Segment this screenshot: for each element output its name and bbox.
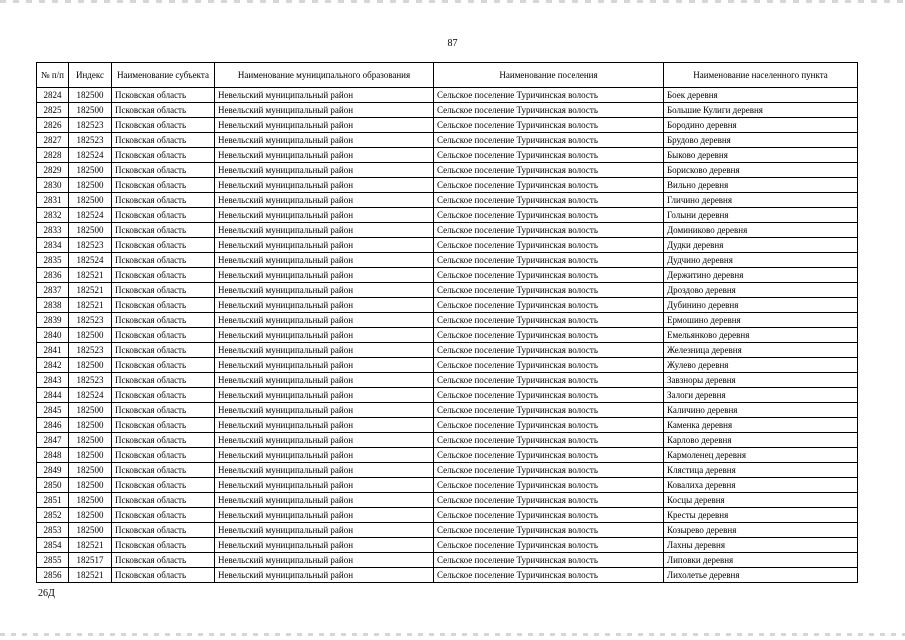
- cell-number: 2837: [37, 283, 69, 298]
- cell-settlement: Сельское поселение Туричинская волость: [434, 88, 664, 103]
- cell-subject: Псковская область: [112, 373, 215, 388]
- cell-subject: Псковская область: [112, 268, 215, 283]
- cell-number: 2832: [37, 208, 69, 223]
- cell-number: 2854: [37, 538, 69, 553]
- cell-municipality: Невельский муниципальный район: [215, 463, 434, 478]
- cell-settlement: Сельское поселение Туричинская волость: [434, 118, 664, 133]
- cell-settlement: Сельское поселение Туричинская волость: [434, 298, 664, 313]
- table-row: [37, 88, 858, 103]
- table-row: [37, 553, 858, 568]
- cell-municipality: Невельский муниципальный район: [215, 493, 434, 508]
- cell-number: 2829: [37, 163, 69, 178]
- table-header-row: [37, 63, 858, 88]
- cell-municipality: Невельский муниципальный район: [215, 178, 434, 193]
- cell-index: 182500: [69, 103, 112, 118]
- cell-subject: Псковская область: [112, 208, 215, 223]
- cell-settlement: Сельское поселение Туричинская волость: [434, 208, 664, 223]
- cell-settlement: Сельское поселение Туричинская волость: [434, 508, 664, 523]
- cell-subject: Псковская область: [112, 448, 215, 463]
- cell-subject: Псковская область: [112, 178, 215, 193]
- table-row: [37, 313, 858, 328]
- table-row: [37, 343, 858, 358]
- cell-locality: Каличино деревня: [664, 403, 858, 418]
- header-settlement: Наименование поселения: [434, 63, 664, 88]
- table-row: [37, 508, 858, 523]
- cell-index: 182523: [69, 238, 112, 253]
- cell-number: 2844: [37, 388, 69, 403]
- cell-index: 182500: [69, 403, 112, 418]
- cell-municipality: Невельский муниципальный район: [215, 568, 434, 583]
- table-row: [37, 478, 858, 493]
- cell-index: 182500: [69, 433, 112, 448]
- cell-settlement: Сельское поселение Туричинская волость: [434, 253, 664, 268]
- cell-subject: Псковская область: [112, 478, 215, 493]
- cell-settlement: Сельское поселение Туричинская волость: [434, 433, 664, 448]
- cell-locality: Кармоленец деревня: [664, 448, 858, 463]
- cell-subject: Псковская область: [112, 88, 215, 103]
- cell-number: 2836: [37, 268, 69, 283]
- cell-index: 182500: [69, 478, 112, 493]
- cell-municipality: Невельский муниципальный район: [215, 478, 434, 493]
- table-row: [37, 448, 858, 463]
- cell-index: 182500: [69, 328, 112, 343]
- cell-locality: Гличино деревня: [664, 193, 858, 208]
- table-row: [37, 163, 858, 178]
- cell-number: 2833: [37, 223, 69, 238]
- cell-number: 2849: [37, 463, 69, 478]
- cell-index: 182523: [69, 313, 112, 328]
- cell-number: 2834: [37, 238, 69, 253]
- cell-municipality: Невельский муниципальный район: [215, 223, 434, 238]
- cell-municipality: Невельский муниципальный район: [215, 163, 434, 178]
- cell-municipality: Невельский муниципальный район: [215, 388, 434, 403]
- cell-number: 2850: [37, 478, 69, 493]
- cell-number: 2845: [37, 403, 69, 418]
- cell-subject: Псковская область: [112, 463, 215, 478]
- table-row: [37, 373, 858, 388]
- cell-municipality: Невельский муниципальный район: [215, 403, 434, 418]
- cell-index: 182521: [69, 298, 112, 313]
- cell-subject: Псковская область: [112, 553, 215, 568]
- cell-municipality: Невельский муниципальный район: [215, 268, 434, 283]
- cell-municipality: Невельский муниципальный район: [215, 298, 434, 313]
- cell-municipality: Невельский муниципальный район: [215, 538, 434, 553]
- table-row: [37, 223, 858, 238]
- cell-municipality: Невельский муниципальный район: [215, 373, 434, 388]
- cell-subject: Псковская область: [112, 193, 215, 208]
- cell-settlement: Сельское поселение Туричинская волость: [434, 343, 664, 358]
- scan-edge-bottom: [0, 633, 905, 636]
- cell-subject: Псковская область: [112, 238, 215, 253]
- table-row: [37, 493, 858, 508]
- cell-municipality: Невельский муниципальный район: [215, 88, 434, 103]
- cell-settlement: Сельское поселение Туричинская волость: [434, 418, 664, 433]
- table-row: [37, 118, 858, 133]
- cell-index: 182500: [69, 448, 112, 463]
- cell-subject: Псковская область: [112, 433, 215, 448]
- cell-locality: Клястица деревня: [664, 463, 858, 478]
- cell-subject: Псковская область: [112, 298, 215, 313]
- cell-settlement: Сельское поселение Туричинская волость: [434, 403, 664, 418]
- cell-locality: Карлово деревня: [664, 433, 858, 448]
- cell-settlement: Сельское поселение Туричинская волость: [434, 268, 664, 283]
- cell-index: 182500: [69, 523, 112, 538]
- cell-settlement: Сельское поселение Туричинская волость: [434, 358, 664, 373]
- table-row: [37, 133, 858, 148]
- cell-locality: Брудово деревня: [664, 133, 858, 148]
- cell-number: 2827: [37, 133, 69, 148]
- cell-number: 2838: [37, 298, 69, 313]
- header-locality: Наименование населенного пункта: [664, 63, 858, 88]
- table-row: [37, 358, 858, 373]
- cell-subject: Псковская область: [112, 403, 215, 418]
- table-row: [37, 523, 858, 538]
- table-row: [37, 418, 858, 433]
- cell-subject: Псковская область: [112, 523, 215, 538]
- cell-locality: Доминиково деревня: [664, 223, 858, 238]
- cell-subject: Псковская область: [112, 343, 215, 358]
- cell-subject: Псковская область: [112, 133, 215, 148]
- table-row: [37, 238, 858, 253]
- cell-settlement: Сельское поселение Туричинская волость: [434, 463, 664, 478]
- cell-locality: Вильно деревня: [664, 178, 858, 193]
- cell-number: 2830: [37, 178, 69, 193]
- table-row: [37, 103, 858, 118]
- cell-index: 182500: [69, 193, 112, 208]
- header-index: Индекс: [69, 63, 112, 88]
- cell-number: 2835: [37, 253, 69, 268]
- cell-index: 182523: [69, 118, 112, 133]
- cell-municipality: Невельский муниципальный район: [215, 208, 434, 223]
- table-row: [37, 268, 858, 283]
- cell-subject: Псковская область: [112, 148, 215, 163]
- cell-municipality: Невельский муниципальный район: [215, 313, 434, 328]
- header-municipality: Наименование муниципального образования: [215, 63, 434, 88]
- table-row: [37, 208, 858, 223]
- cell-index: 182500: [69, 163, 112, 178]
- cell-settlement: Сельское поселение Туричинская волость: [434, 313, 664, 328]
- cell-municipality: Невельский муниципальный район: [215, 283, 434, 298]
- cell-subject: Псковская область: [112, 358, 215, 373]
- cell-locality: Большие Кулиги деревня: [664, 103, 858, 118]
- cell-number: 2848: [37, 448, 69, 463]
- cell-locality: Лихолетье деревня: [664, 568, 858, 583]
- cell-number: 2847: [37, 433, 69, 448]
- cell-number: 2825: [37, 103, 69, 118]
- cell-settlement: Сельское поселение Туричинская волость: [434, 283, 664, 298]
- cell-settlement: Сельское поселение Туричинская волость: [434, 523, 664, 538]
- cell-number: 2831: [37, 193, 69, 208]
- cell-locality: Емельянково деревня: [664, 328, 858, 343]
- cell-municipality: Невельский муниципальный район: [215, 238, 434, 253]
- cell-subject: Псковская область: [112, 103, 215, 118]
- cell-number: 2853: [37, 523, 69, 538]
- cell-index: 182523: [69, 373, 112, 388]
- cell-settlement: Сельское поселение Туричинская волость: [434, 493, 664, 508]
- cell-municipality: Невельский муниципальный район: [215, 193, 434, 208]
- cell-index: 182521: [69, 538, 112, 553]
- cell-index: 182517: [69, 553, 112, 568]
- cell-subject: Псковская область: [112, 568, 215, 583]
- cell-municipality: Невельский муниципальный район: [215, 448, 434, 463]
- table-body: [37, 88, 858, 583]
- cell-locality: Держитино деревня: [664, 268, 858, 283]
- cell-locality: Липовки деревня: [664, 553, 858, 568]
- cell-subject: Псковская область: [112, 418, 215, 433]
- table-row: [37, 403, 858, 418]
- cell-settlement: Сельское поселение Туричинская волость: [434, 163, 664, 178]
- cell-index: 182523: [69, 343, 112, 358]
- cell-subject: Псковская область: [112, 328, 215, 343]
- cell-locality: Залоги деревня: [664, 388, 858, 403]
- cell-number: 2846: [37, 418, 69, 433]
- cell-locality: Боек деревня: [664, 88, 858, 103]
- cell-settlement: Сельское поселение Туричинская волость: [434, 538, 664, 553]
- cell-number: 2856: [37, 568, 69, 583]
- page-number: 87: [447, 38, 458, 49]
- cell-subject: Псковская область: [112, 283, 215, 298]
- cell-index: 182524: [69, 388, 112, 403]
- cell-settlement: Сельское поселение Туричинская волость: [434, 553, 664, 568]
- cell-index: 182500: [69, 88, 112, 103]
- cell-index: 182500: [69, 418, 112, 433]
- cell-locality: Завзноры деревня: [664, 373, 858, 388]
- cell-locality: Быково деревня: [664, 148, 858, 163]
- cell-municipality: Невельский муниципальный район: [215, 433, 434, 448]
- cell-settlement: Сельское поселение Туричинская волость: [434, 178, 664, 193]
- cell-locality: Ковалиха деревня: [664, 478, 858, 493]
- cell-settlement: Сельское поселение Туричинская волость: [434, 223, 664, 238]
- cell-number: 2842: [37, 358, 69, 373]
- cell-settlement: Сельское поселение Туричинская волость: [434, 103, 664, 118]
- cell-index: 182500: [69, 358, 112, 373]
- cell-index: 182521: [69, 568, 112, 583]
- cell-municipality: Невельский муниципальный район: [215, 103, 434, 118]
- cell-locality: Кресты деревня: [664, 508, 858, 523]
- cell-number: 2852: [37, 508, 69, 523]
- table-row: [37, 463, 858, 478]
- cell-index: 182524: [69, 148, 112, 163]
- cell-locality: Дубинино деревня: [664, 298, 858, 313]
- table-row: [37, 328, 858, 343]
- cell-locality: Голыни деревня: [664, 208, 858, 223]
- cell-number: 2843: [37, 373, 69, 388]
- table-row: [37, 388, 858, 403]
- table-row: [37, 253, 858, 268]
- cell-locality: Дудчино деревня: [664, 253, 858, 268]
- cell-subject: Псковская область: [112, 388, 215, 403]
- cell-subject: Псковская область: [112, 508, 215, 523]
- cell-index: 182524: [69, 253, 112, 268]
- cell-settlement: Сельское поселение Туричинская волость: [434, 238, 664, 253]
- cell-settlement: Сельское поселение Туричинская волость: [434, 478, 664, 493]
- table-row: [37, 433, 858, 448]
- footer-code: 26Д: [38, 588, 55, 599]
- cell-index: 182523: [69, 133, 112, 148]
- cell-locality: Козырево деревня: [664, 523, 858, 538]
- cell-locality: Железница деревня: [664, 343, 858, 358]
- cell-locality: Каменка деревня: [664, 418, 858, 433]
- cell-municipality: Невельский муниципальный район: [215, 343, 434, 358]
- cell-subject: Псковская область: [112, 538, 215, 553]
- cell-municipality: Невельский муниципальный район: [215, 418, 434, 433]
- table-row: [37, 283, 858, 298]
- cell-municipality: Невельский муниципальный район: [215, 118, 434, 133]
- cell-settlement: Сельское поселение Туричинская волость: [434, 568, 664, 583]
- cell-number: 2824: [37, 88, 69, 103]
- cell-settlement: Сельское поселение Туричинская волость: [434, 448, 664, 463]
- cell-number: 2840: [37, 328, 69, 343]
- cell-index: 182500: [69, 463, 112, 478]
- cell-municipality: Невельский муниципальный район: [215, 253, 434, 268]
- cell-locality: Бородино деревня: [664, 118, 858, 133]
- cell-number: 2826: [37, 118, 69, 133]
- cell-municipality: Невельский муниципальный район: [215, 328, 434, 343]
- cell-locality: Жулево деревня: [664, 358, 858, 373]
- table-row: [37, 298, 858, 313]
- header-number: № п/п: [37, 63, 69, 88]
- cell-locality: Ермошино деревня: [664, 313, 858, 328]
- cell-index: 182524: [69, 208, 112, 223]
- cell-number: 2828: [37, 148, 69, 163]
- table-row: [37, 568, 858, 583]
- cell-municipality: Невельский муниципальный район: [215, 133, 434, 148]
- cell-subject: Псковская область: [112, 223, 215, 238]
- cell-subject: Псковская область: [112, 313, 215, 328]
- cell-subject: Псковская область: [112, 253, 215, 268]
- cell-index: 182500: [69, 178, 112, 193]
- cell-municipality: Невельский муниципальный район: [215, 358, 434, 373]
- cell-locality: Борисково деревня: [664, 163, 858, 178]
- cell-settlement: Сельское поселение Туричинская волость: [434, 133, 664, 148]
- table-row: [37, 178, 858, 193]
- cell-number: 2851: [37, 493, 69, 508]
- cell-index: 182500: [69, 508, 112, 523]
- cell-locality: Дудки деревня: [664, 238, 858, 253]
- cell-settlement: Сельское поселение Туричинская волость: [434, 328, 664, 343]
- cell-index: 182500: [69, 223, 112, 238]
- cell-subject: Псковская область: [112, 118, 215, 133]
- cell-settlement: Сельское поселение Туричинская волость: [434, 148, 664, 163]
- table-row: [37, 193, 858, 208]
- cell-number: 2839: [37, 313, 69, 328]
- cell-settlement: Сельское поселение Туричинская волость: [434, 193, 664, 208]
- cell-subject: Псковская область: [112, 493, 215, 508]
- cell-municipality: Невельский муниципальный район: [215, 148, 434, 163]
- settlements-table: [36, 62, 858, 583]
- cell-settlement: Сельское поселение Туричинская волость: [434, 388, 664, 403]
- cell-settlement: Сельское поселение Туричинская волость: [434, 373, 664, 388]
- cell-number: 2855: [37, 553, 69, 568]
- cell-number: 2841: [37, 343, 69, 358]
- cell-municipality: Невельский муниципальный район: [215, 523, 434, 538]
- table-row: [37, 148, 858, 163]
- cell-subject: Псковская область: [112, 163, 215, 178]
- header-subject: Наименование субъекта: [112, 63, 215, 88]
- cell-municipality: Невельский муниципальный район: [215, 508, 434, 523]
- cell-index: 182500: [69, 493, 112, 508]
- cell-locality: Косцы деревня: [664, 493, 858, 508]
- table-row: [37, 538, 858, 553]
- cell-index: 182521: [69, 268, 112, 283]
- cell-locality: Дроздово деревня: [664, 283, 858, 298]
- cell-locality: Лахны деревня: [664, 538, 858, 553]
- cell-index: 182521: [69, 283, 112, 298]
- scan-edge-top: [0, 0, 905, 3]
- cell-municipality: Невельский муниципальный район: [215, 553, 434, 568]
